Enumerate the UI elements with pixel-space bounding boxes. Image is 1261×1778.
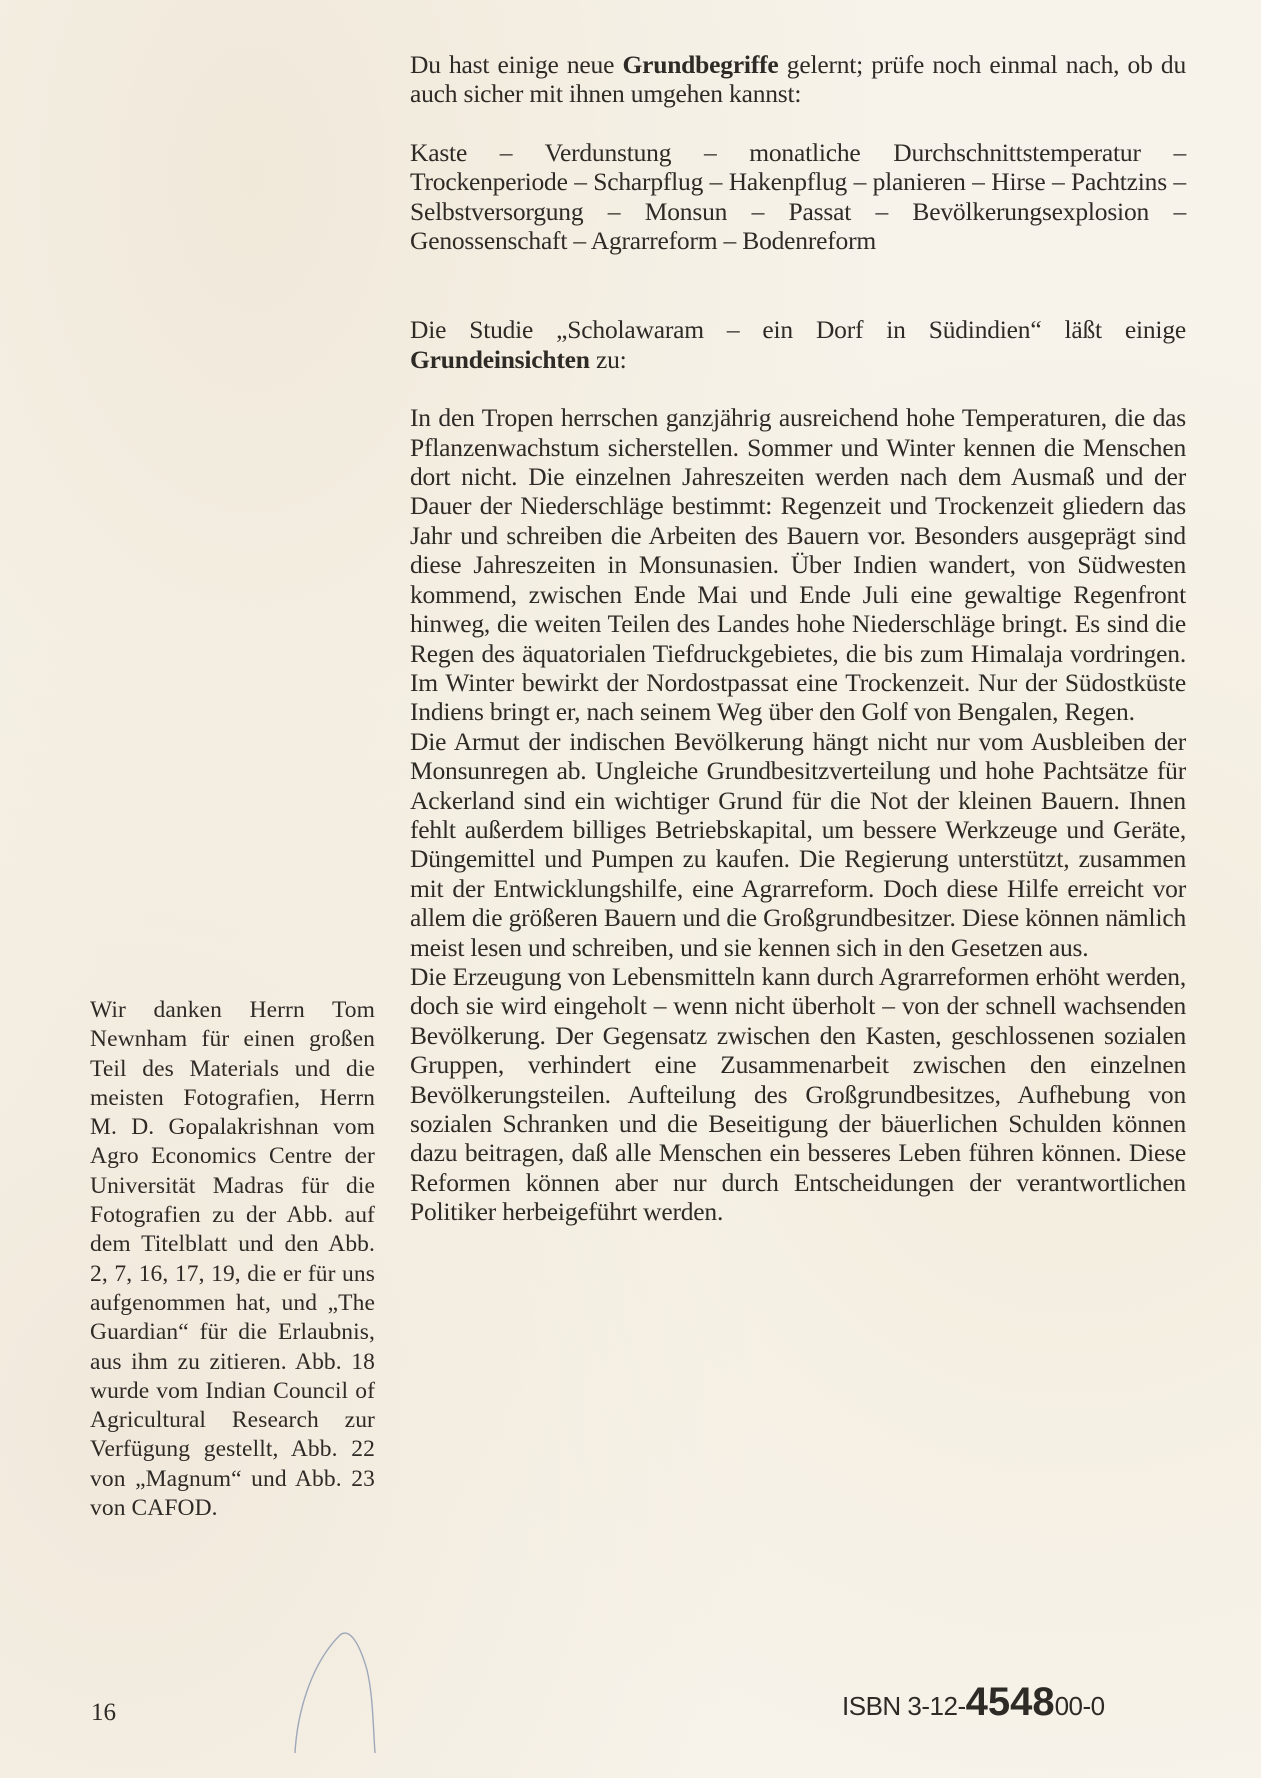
acknowledgement-text: Wir danken Herrn Tom Newnham für einen großen Teil des Materials und die meisten Fotografien, Herrn M. D. Gopalakrishnan vom Agro Economics Centre der Universität Madras für die Fotografien zu der Abb. auf dem Titelblatt und den Abb. 2, 7, 16, 17, 19, die er für uns aufgenommen hat, und „The Guardian“ für die Erlaubnis, aus ihm zu zitieren. Abb. 18 wurde vom Indian Council of Agricultural Research zur Verfügung gestellt, Abb. 22 von „Magnum“ und Abb. 23 von CAFOD. [90, 997, 375, 1522]
concepts-intro-text: Du hast einige neue [410, 50, 623, 79]
paragraph-climate: In den Tropen herrschen ganzjährig ausreichend hohe Temperaturen, die das Pflanzenwachstum sicherstellen. Sommer und Winter kennen die Menschen dort nicht. Die einzelnen Jahreszeiten werden nach dem Ausmaß und der Dauer der Niederschläge bestimmt: Regenzeit und Trockenzeit gliedern das Jahr und schreiben die Arbeiten des Bauern vor. Besonders ausgeprägt sind diese Jahreszeiten in Monsunasien. Über Indien wandert, von Südwesten kommend, zwischen Ende Mai und Ende Juli eine gewaltige Regenfront hinweg, die weiten Teilen des Landes hohe Niederschläge bringt. Es sind die Regen des äquatorialen Tiefdruckgebietes, die bis zum Himalaja vordringen. Im Winter bewirkt der Nordostpassat eine Trockenzeit. Nur der Südostküste Indiens bringt er, nach seinem Weg über den Golf von Bengalen, Regen. [410, 403, 1186, 727]
spacer [410, 255, 1186, 315]
paragraph-poverty: Die Armut der indischen Bevölkerung hängt nicht nur vom Ausbleiben der Monsunregen ab. Ungleiche Grundbesitzverteilung und hohe Pachtsätze für Ackerland sind ein wichtiger Grund für die Not der kleinen Bauern. Ihnen fehlt außerdem billiges Betriebskapital, um bessere Werkzeuge und Geräte, Düngemittel und Pumpen zu kaufen. Die Regierung unterstützt, zusammen mit der Entwicklungshilfe, eine Agrarreform. Doch diese Hilfe erreicht vor allem die größeren Bauern und die Großgrundbesitzer. Diese können nämlich meist lesen und schreiben, und sie kennen sich in den Gesetzen aus. [410, 726, 1186, 962]
concepts-intro [410, 50, 1186, 109]
isbn-prefix: ISBN 3-12- [842, 1691, 966, 1721]
concepts-intro-rest: gelernt; prüfe noch einmal nach, ob du auch sicher mit ihnen umgehen kannst: [410, 50, 1186, 109]
insights-heading-bold: Grundeinsichten [410, 344, 590, 374]
isbn-main-number: 4548 [965, 1680, 1055, 1724]
page-number: 16 [91, 1699, 116, 1726]
concepts-list: Kaste – Verdunstung – monatliche Durchschnittstemperatur – Trockenperiode – Scharpflug – Hakenpflug – planieren – Hirse – Pachtzins – Selbstversorgung – Monsun – Passat – Bevölkerungsexplosion – Genossenschaft – Agrarreform – Bodenreform [410, 137, 1186, 256]
insights-intro [410, 315, 1186, 374]
isbn-line [842, 1682, 1105, 1726]
spacer [410, 109, 1186, 138]
insights-intro-rest: zu: [589, 344, 627, 374]
main-text-column [410, 50, 1186, 1227]
isbn-suffix: 00-0 [1054, 1691, 1105, 1721]
concepts-heading-bold: Grundbegriffe [622, 50, 779, 79]
side-column [90, 996, 375, 1523]
paragraph-food-production: Die Erzeugung von Lebensmitteln kann durch Agrarreformen erhöht werden, doch sie wird eingeholt – wenn nicht überholt – von der schnell wachsenden Bevölkerung. Der Gegensatz zwischen den Kasten, geschlossenen sozialen Gruppen, verhindert eine Zusammenarbeit zwischen den einzelnen Bevölkerungsteilen. Aufteilung des Großgrundbesitzes, Aufhebung von sozialen Schranken und die Beseitigung der bäuerlichen Schulden können dazu beitragen, daß alle Menschen ein besseres Leben führen können. Diese Reformen können aber nur durch Entscheidungen der verantwortlichen Politiker herbeigeführt werden. [410, 961, 1186, 1227]
insights-intro-text: Die Studie „Scholawaram – ein Dorf in Südindien“ läßt einige [410, 315, 1186, 345]
pen-stroke-mark [255, 1595, 405, 1755]
spacer [410, 374, 1186, 403]
